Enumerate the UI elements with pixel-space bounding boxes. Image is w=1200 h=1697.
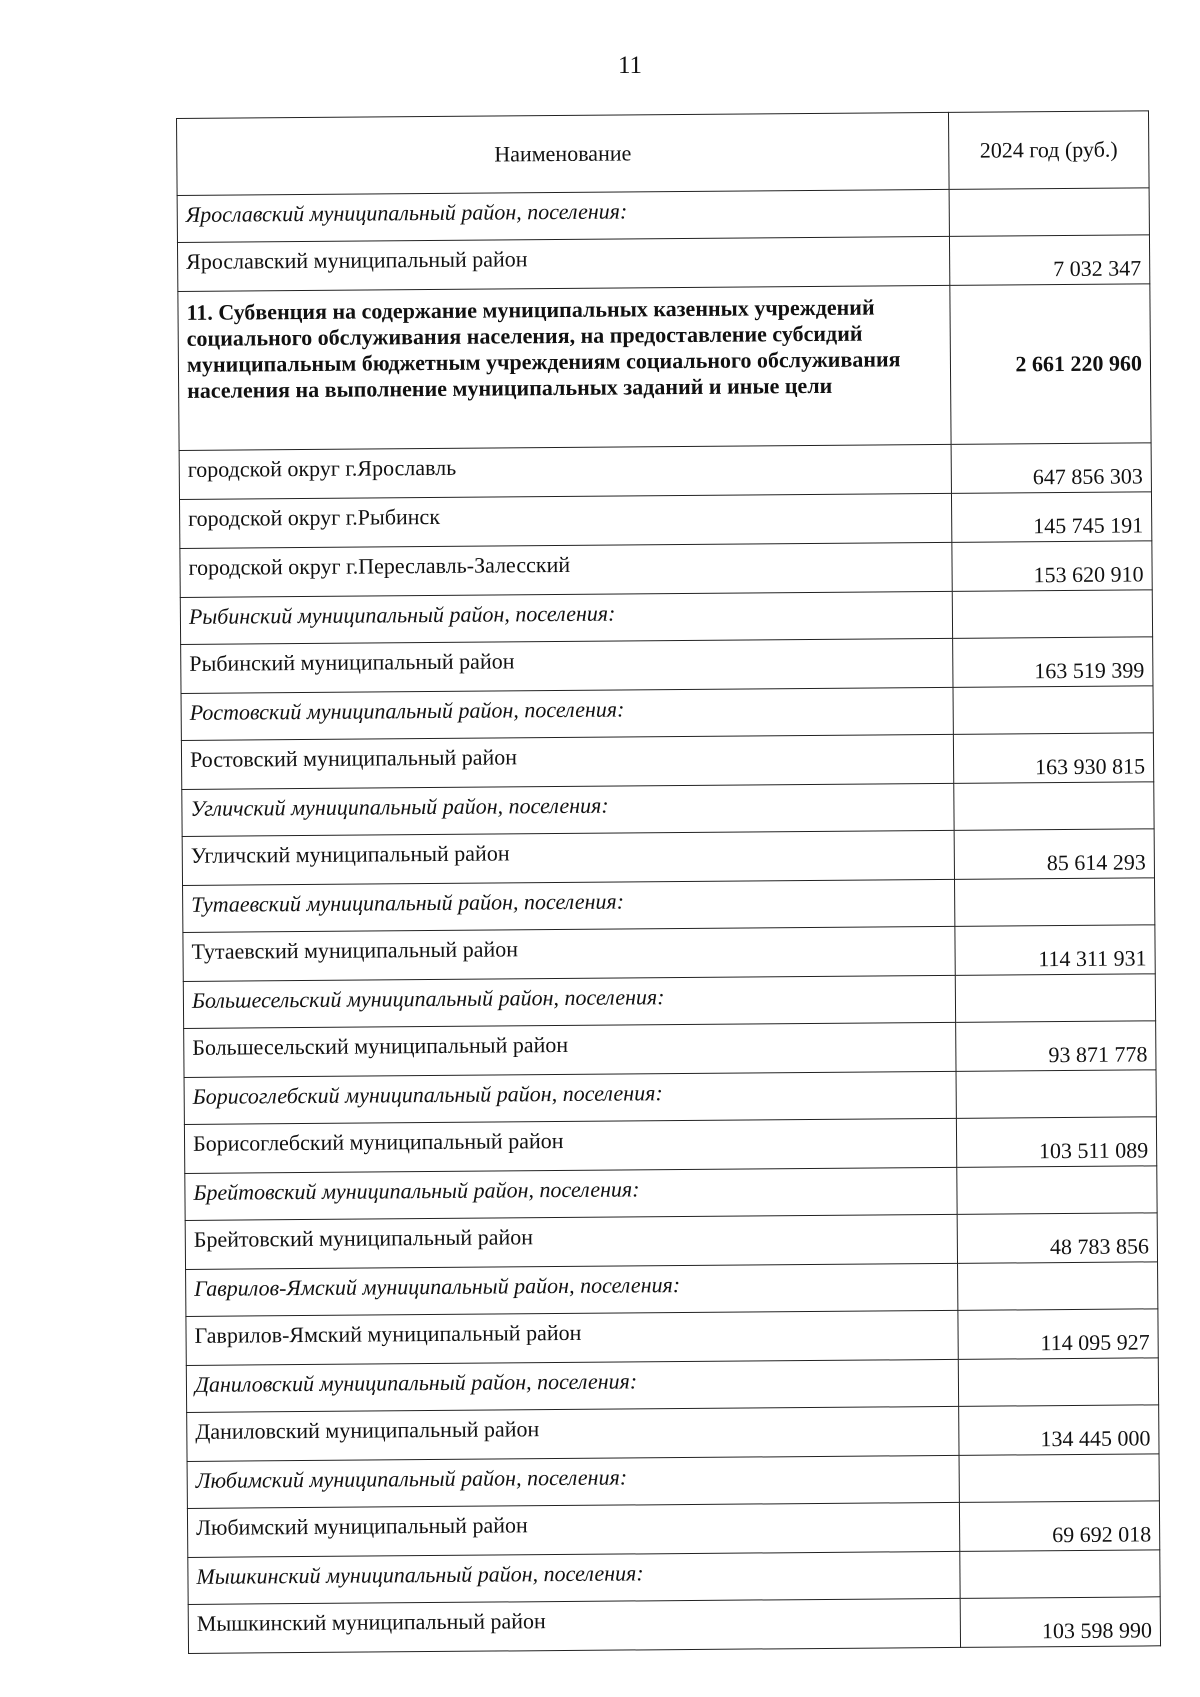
row-value: 647 856 303 [951,443,1151,494]
row-name: Гаврилов-Ямский муниципальный район, поселения: [186,1263,958,1316]
row-value [954,782,1154,831]
row-name: Ростовский муниципальный район [181,734,953,789]
table-row [188,1550,1160,1605]
row-name: Даниловский муниципальный район, поселения: [186,1359,958,1412]
table-row [186,1309,1158,1366]
row-name: Большесельский муниципальный район [184,1022,956,1077]
row-name: Рыбинский муниципальный район [181,638,953,693]
section-title: 11. Субвенция на содержание муниципальных казенных учреждений социального обслуживания населения, на предоставление субсидий муниципальным бюджетным учреждениям социального обслуживания населения на выполнение муниципальных заданий и иные цели [178,285,951,450]
table-row [179,443,1151,500]
table-row [183,974,1155,1029]
row-value [953,686,1153,735]
row-value [952,590,1152,639]
row-value: 114 095 927 [958,1309,1158,1360]
table-row [180,590,1152,645]
row-name: Брейтовский муниципальный район [185,1214,957,1269]
table-row [188,1597,1160,1654]
row-value: 145 745 191 [951,492,1151,543]
table-row [187,1454,1159,1509]
row-value: 103 511 089 [956,1117,1156,1168]
row-name: Мышкинский муниципальный район [188,1598,960,1653]
row-name: Угличский муниципальный район [182,830,954,885]
table-row [184,1117,1156,1174]
row-value [955,974,1155,1023]
row-value: 103 598 990 [960,1597,1160,1648]
row-value [958,1358,1158,1407]
row-name: городской округ г.Рыбинск [179,493,951,548]
row-name: Борисоглебский муниципальный район [184,1118,956,1173]
row-name: Тутаевский муниципальный район [183,926,955,981]
row-value: 114 311 931 [955,925,1155,976]
row-name: Брейтовский муниципальный район, поселения: [185,1167,957,1220]
table-row [181,686,1153,741]
row-value: 7 032 347 [949,235,1149,286]
row-value [949,188,1149,237]
row-name: городской округ г.Ярославль [179,444,951,499]
row-name: Угличский муниципальный район, поселения: [182,783,954,836]
row-name: Рыбинский муниципальный район, поселения: [180,591,952,644]
table-row [179,492,1151,549]
row-value: 163 930 815 [953,733,1153,784]
row-value: 163 519 399 [953,637,1153,688]
row-value: 69 692 018 [959,1501,1159,1552]
row-name: Мышкинский муниципальный район, поселения: [188,1551,960,1604]
section-total: 2 661 220 960 [950,284,1151,445]
table-row [186,1262,1158,1317]
row-value: 134 445 000 [959,1405,1159,1456]
table-row [183,925,1155,982]
row-name: Ярославский муниципальный район, поселения: [177,189,949,242]
row-value: 93 871 778 [956,1021,1156,1072]
row-value [958,1262,1158,1311]
table-row [183,878,1155,933]
row-name: Даниловский муниципальный район [187,1406,959,1461]
table-row [185,1213,1157,1270]
table-row [181,733,1153,790]
row-value: 153 620 910 [952,541,1152,592]
table-row [187,1501,1159,1558]
table-row [184,1070,1156,1125]
table-row [182,782,1154,837]
row-value: 85 614 293 [954,829,1154,880]
row-value [956,1070,1156,1119]
page-number: 11 [617,52,643,79]
table-row [180,541,1152,598]
row-name: Борисоглебский муниципальный район, поселения: [184,1071,956,1124]
row-name: городской округ г.Переславль-Залесский [180,542,952,597]
table-row [184,1021,1156,1078]
table-row [182,829,1154,886]
row-name: Любимский муниципальный район, поселения: [187,1455,959,1508]
row-value [957,1166,1157,1215]
table-header-row [177,111,1150,196]
table-row [177,188,1149,243]
row-value [960,1550,1160,1599]
row-name: Гаврилов-Ямский муниципальный район [186,1310,958,1365]
row-name: Ростовский муниципальный район, поселения: [181,687,953,740]
row-name: Большесельский муниципальный район, поселения: [183,975,955,1028]
row-name: Любимский муниципальный район [187,1502,959,1557]
column-header-name: Наименование [177,112,950,195]
column-header-value: 2024 год (руб.) [948,111,1149,190]
table-row-section-total [178,284,1151,451]
table-row [186,1358,1158,1413]
row-value [955,878,1155,927]
row-name: Ярославский муниципальный район [177,236,949,291]
row-value [959,1454,1159,1503]
row-value: 48 783 856 [957,1213,1157,1264]
table-row [181,637,1153,694]
table-row [177,235,1149,292]
table-row [187,1405,1159,1462]
subvention-table [176,110,1161,1654]
table-row [185,1166,1157,1221]
row-name: Тутаевский муниципальный район, поселения: [183,879,955,932]
